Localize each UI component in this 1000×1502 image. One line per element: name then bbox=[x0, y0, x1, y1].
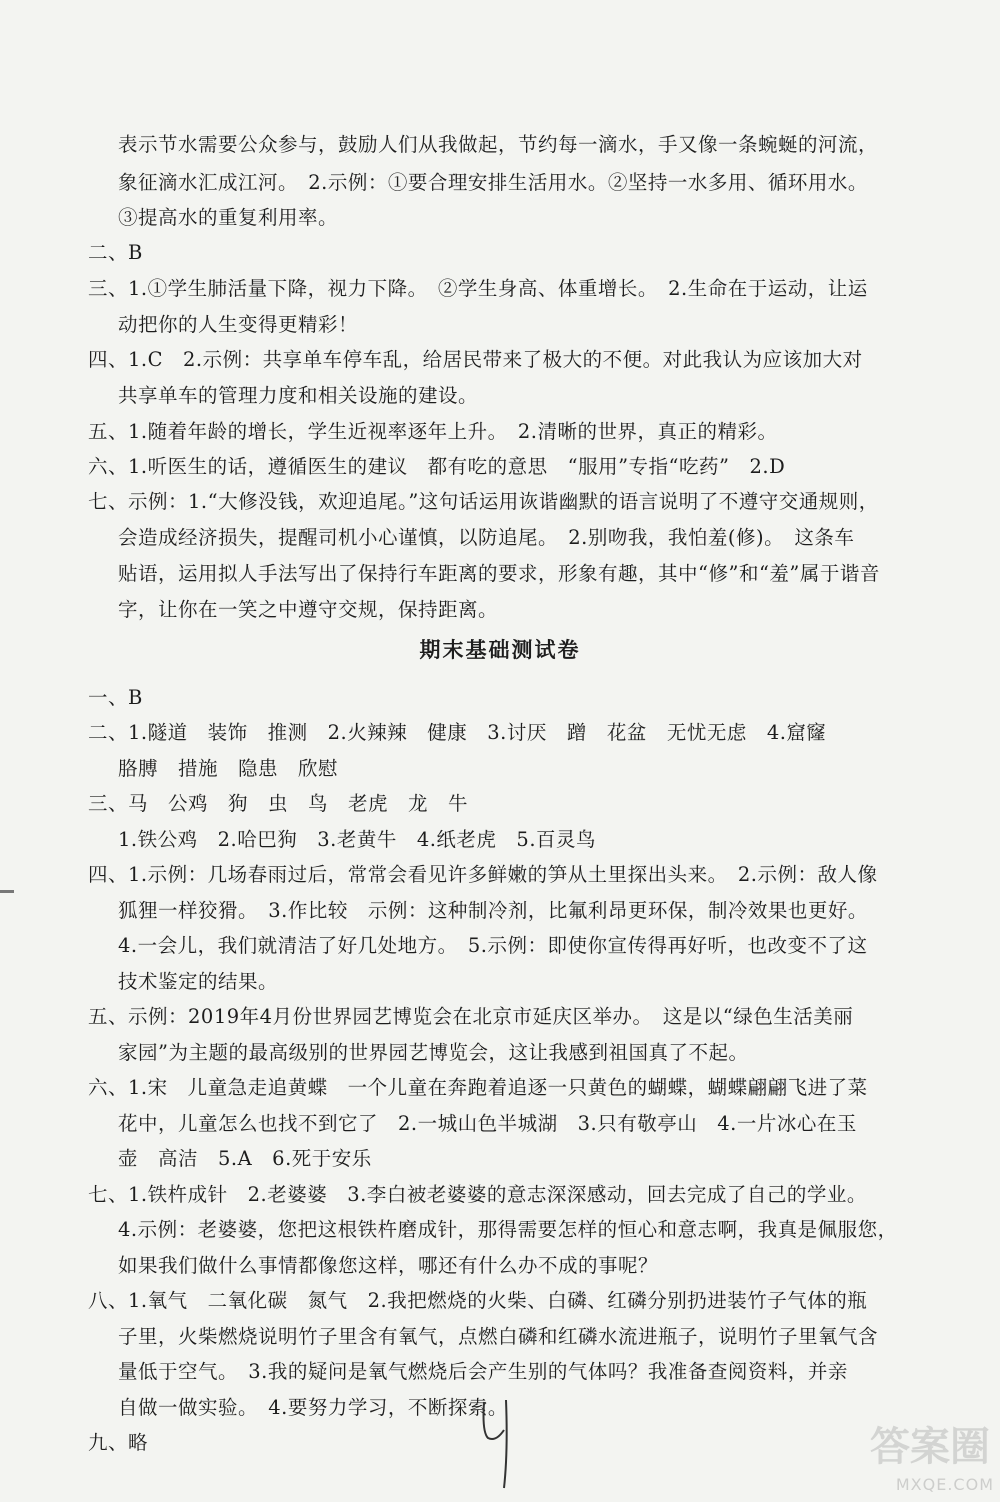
text-line: 六、1.宋 儿童急走追黄蝶 一个儿童在奔跑着追逐一只黄色的蝴蝶，蝴蝶翩翩飞进了菜 bbox=[88, 1076, 868, 1099]
watermark-logo bbox=[844, 1408, 994, 1498]
text-line: 二、1.隧道 装饰 推测 2.火辣辣 健康 3.讨厌 蹭 花盆 无忧无虑 4.窟窿 bbox=[88, 721, 827, 744]
text-line: 五、示例：2019年4月份世界园艺博览会在北京市延庆区举办。 这是以“绿色生活美丽 bbox=[88, 1005, 854, 1028]
text-line: 一、B bbox=[88, 686, 143, 709]
text-line: 技术鉴定的结果。 bbox=[118, 970, 279, 993]
text-line: 六、1.听医生的话，遵循医生的建议 都有吃的意思 “服用”专指“吃药” 2.D bbox=[88, 455, 786, 478]
text-line: 量低于空气。 3.我的疑问是氧气燃烧后会产生别的气体吗？我准备查阅资料，并亲 bbox=[118, 1360, 848, 1383]
text-line: 七、1.铁杵成针 2.老婆婆 3.李白被老婆婆的意志深深感动，回去完成了自己的学业。 bbox=[88, 1183, 867, 1206]
text-line: 三、1.①学生肺活量下降，视力下降。 ②学生身高、体重增长。 2.生命在于运动，让运 bbox=[88, 277, 868, 300]
text-line: 壶 高洁 5.A 6.死于安乐 bbox=[118, 1147, 372, 1170]
text-line: 子里，火柴燃烧说明竹子里含有氧气，点燃白磷和红磷水流进瓶子，说明竹子里氧气含 bbox=[118, 1325, 879, 1348]
text-line: 自做一做实验。 4.要努力学习，不断探索。 bbox=[118, 1396, 508, 1419]
text-line: 四、1.C 2.示例：共享单车停车乱，给居民带来了极大的不便。对此我认为应该加大对 bbox=[88, 348, 863, 371]
watermark-url: MXQE.COM bbox=[895, 1475, 994, 1494]
text-line: 1.铁公鸡 2.哈巴狗 3.老黄牛 4.纸老虎 5.百灵鸟 bbox=[118, 828, 597, 851]
text-line: 四、1.示例：几场春雨过后，常常会看见许多鲜嫩的笋从土里探出头来。 2.示例：敌人像 bbox=[88, 863, 878, 886]
text-line: 表示节水需要公众参与，鼓励人们从我做起，节约每一滴水，手又像一条蜿蜒的河流， bbox=[118, 133, 879, 156]
text-line: 三、马 公鸡 狗 虫 鸟 老虎 龙 牛 bbox=[88, 792, 469, 815]
text-line: 会造成经济损失，提醒司机小心谨慎，以防追尾。 2.别吻我，我怕羞(修)。 这条车 bbox=[118, 526, 855, 549]
text-line: 胳膊 措施 隐患 欣慰 bbox=[118, 757, 339, 780]
text-line: 象征滴水汇成江河。 2.示例：①要合理安排生活用水。②坚持一水多用、循环用水。 bbox=[118, 171, 868, 194]
text-line: 二、B bbox=[88, 241, 143, 264]
text-line: 七、示例：1.“大修没钱，欢迎追尾。”这句话运用诙谐幽默的语言说明了不遵守交通规则， bbox=[88, 490, 879, 513]
text-line: 九、略 bbox=[88, 1431, 149, 1454]
binding-mark bbox=[0, 890, 14, 893]
text-line: 4.一会儿，我们就清洁了好几处地方。 5.示例：即使你宣传得再好听，也改变不了这 bbox=[118, 934, 868, 957]
text-line: 动把你的人生变得更精彩！ bbox=[118, 313, 359, 336]
text-line: 字，让你在一笑之中遵守交规，保持距离。 bbox=[118, 598, 499, 621]
text-line: 4.示例：老婆婆，您把这根铁杵磨成针，那得需要怎样的恒心和意志啊，我真是佩服您， bbox=[118, 1218, 898, 1241]
text-line: 狐狸一样狡猾。 3.作比较 示例：这种制冷剂，比氟利昂更环保，制冷效果也更好。 bbox=[118, 899, 868, 922]
handwritten-page-number bbox=[478, 1392, 518, 1492]
text-line: 八、1.氧气 二氧化碳 氮气 2.我把燃烧的火柴、白磷、红磷分别扔进装竹子气体的瓶 bbox=[88, 1289, 868, 1312]
text-line: 五、1.随着年龄的增长，学生近视率逐年上升。 2.清晰的世界，真正的精彩。 bbox=[88, 420, 778, 443]
text-line: 贴语，运用拟人手法写出了保持行车距离的要求，形象有趣，其中“修”和“羞”属于谐音 bbox=[118, 562, 880, 585]
text-line: 花中，儿童怎么也找不到它了 2.一城山色半城湖 3.只有敬亭山 4.一片冰心在玉 bbox=[118, 1112, 857, 1135]
section-title: 期末基础测试卷 bbox=[419, 637, 581, 662]
text-line: 共享单车的管理力度和相关设施的建设。 bbox=[118, 384, 479, 407]
watermark-text: 答案圈 bbox=[870, 1424, 990, 1470]
text-line: 家园”为主题的最高级别的世界园艺博览会，这让我感到祖国真了不起。 bbox=[118, 1041, 749, 1064]
text-line: ③提高水的重复利用率。 bbox=[118, 206, 339, 229]
text-line: 如果我们做什么事情都像您这样，哪还有什么办不成的事呢？ bbox=[118, 1254, 659, 1277]
